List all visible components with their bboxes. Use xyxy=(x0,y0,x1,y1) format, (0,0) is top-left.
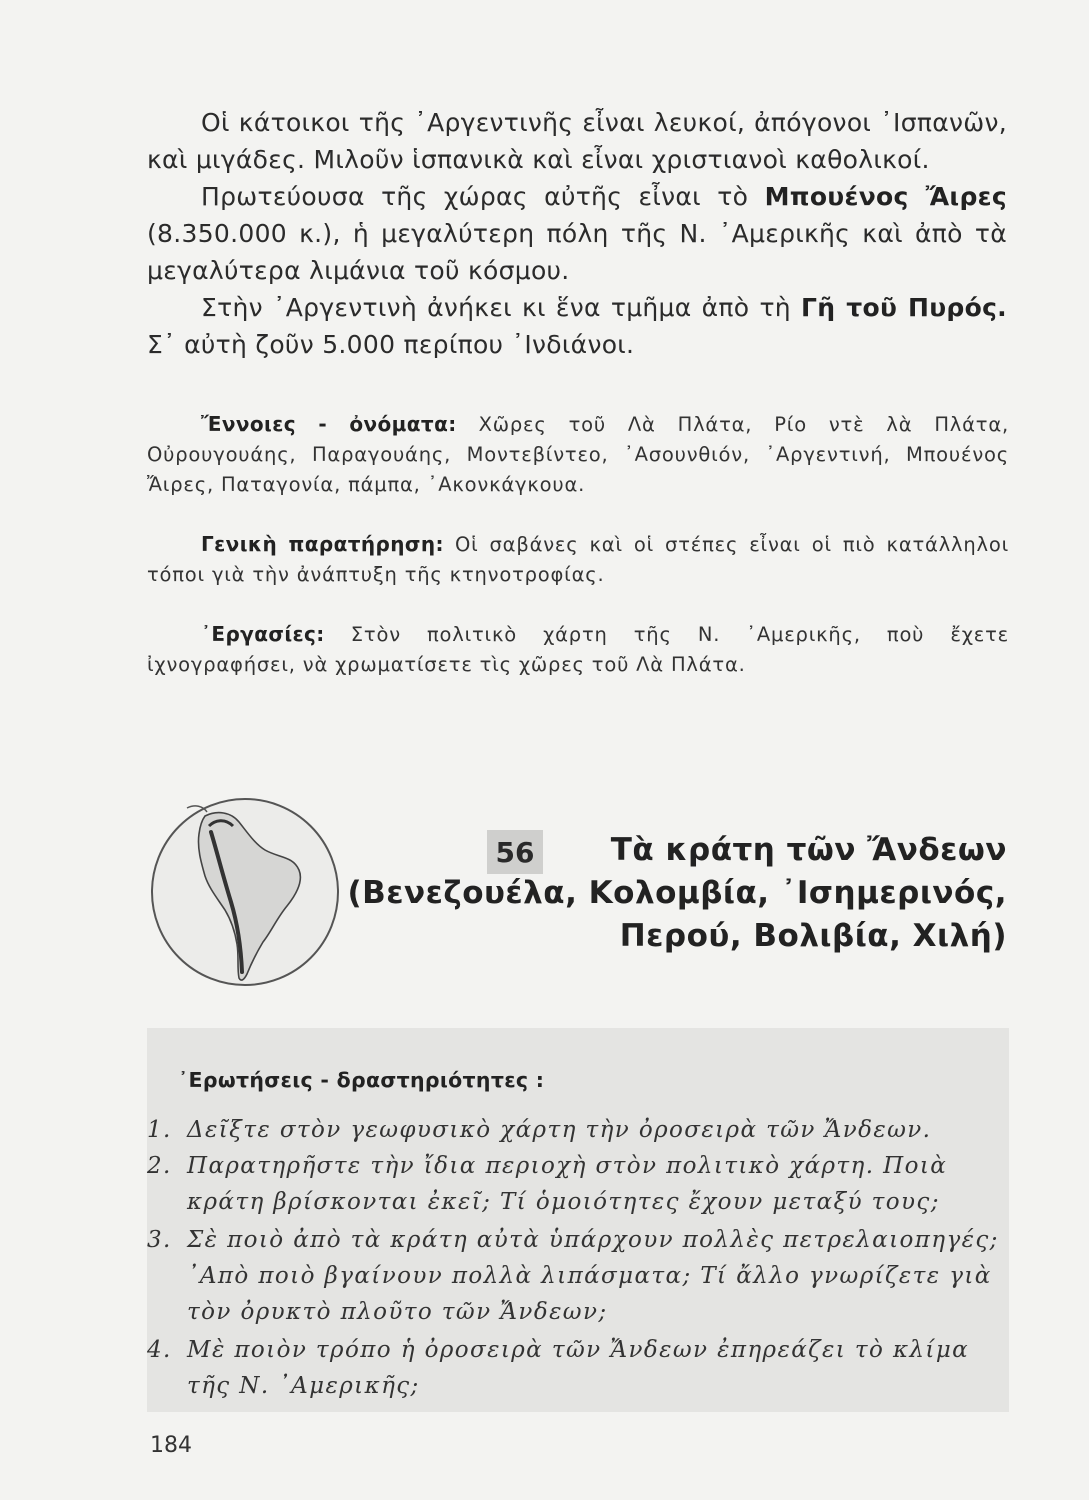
tasks-label: ᾿Εργασίες: xyxy=(201,622,325,646)
question-text: Δεῖξτε στὸν γεωφυσικὸ χάρτη τὴν ὀροσειρὰ τῶν Ἄνδεων. xyxy=(187,1117,932,1143)
question-item xyxy=(147,1332,1009,1404)
tierra-del-fuego-name: Γῆ τοῦ Πυρός. xyxy=(801,293,1007,322)
capital-text-start: Πρωτεύουσα τῆς χώρας αὐτῆς εἶναι τὸ xyxy=(201,182,765,211)
chapter-title-line3: Περού, Βολιβία, Χιλή) xyxy=(619,918,1007,954)
question-text: Παρατηρῆστε τὴν ἴδια περιοχὴ στὸν πολιτικὸ χάρτη. Ποιὰ κράτη βρίσκονται ἐκεῖ; Τί ὁμοιότητες ἔχουν μεταξύ τους; xyxy=(187,1153,948,1215)
tasks-text: Στὸν πολιτικὸ χάρτη τῆς Ν. ᾿Αμερικῆς, ποὺ ἔχετε ἰχνογραφήσει, νὰ χρωματίσετε τὶς χῶρες τοῦ Λὰ Πλάτα. xyxy=(147,623,1009,676)
tierra-text-start: Στὴν ᾿Αργεντινὴ ἀνήκει κι ἕνα τμῆμα ἀπὸ τὴ xyxy=(201,293,802,322)
chapter-title-line2: (Βενεζουέλα, Κολομβία, ᾿Ισημερινός, xyxy=(347,875,1007,911)
question-text: Σὲ ποιὸ ἀπὸ τὰ κράτη αὐτὰ ὑπάρχουν πολλὲς πετρελαιοπηγές; ᾿Απὸ ποιὸ βγαίνουν πολλὰ λιπάσματα; Τί ἄλλο γνωρίζετε γιὰ τὸν ὀρυκτὸ πλοῦτο τῶν Ἄνδεων; xyxy=(187,1227,999,1325)
concepts-label: Ἔννοιες - ὀνόματα: xyxy=(201,412,457,436)
chapter-number: 56 xyxy=(487,830,543,874)
question-item xyxy=(147,1222,1009,1330)
question-item xyxy=(147,1112,1009,1148)
general-label: Γενικὴ παρατήρηση: xyxy=(201,532,444,556)
note-tasks xyxy=(147,619,1009,680)
question-number: 4. xyxy=(147,1337,172,1363)
paragraph-inhabitants xyxy=(147,104,1007,178)
note-concepts xyxy=(147,409,1009,500)
tierra-text-end: Σ᾿ αὐτὴ ζοῦν 5.000 περίπου ᾿Ινδιάνοι. xyxy=(147,330,635,359)
question-number: 1. xyxy=(147,1117,172,1143)
globe-south-america-icon xyxy=(147,792,342,992)
chapter-title-line1: Τὰ κράτη τῶν Ἄνδεων xyxy=(610,832,1007,868)
question-item xyxy=(147,1148,1009,1220)
paragraph-inhabitants-text: Οἱ κάτοικοι τῆς ᾿Αργεντινῆς εἶναι λευκοί, ἀπόγονοι ᾿Ισπανῶν, καὶ μιγάδες. Μιλοῦν ἱσπανικὰ καὶ εἶναι χριστιανοὶ καθολικοί. xyxy=(147,108,1007,174)
capital-text-end: (8.350.000 κ.), ἡ μεγαλύτερη πόλη τῆς Ν. ᾿Αμερικῆς καὶ ἀπὸ τὰ μεγαλύτερα λιμάνια τοῦ κόσμου. xyxy=(147,219,1007,285)
question-number: 3. xyxy=(147,1227,172,1253)
paragraph-tierra-del-fuego xyxy=(147,289,1007,363)
paragraph-capital xyxy=(147,178,1007,289)
capital-name: Μπουένος Ἄιρες xyxy=(764,182,1007,211)
question-text: Μὲ ποιὸν τρόπο ἡ ὀροσειρὰ τῶν Ἄνδεων ἐπηρεάζει τὸ κλίμα τῆς Ν. ᾿Αμερικῆς; xyxy=(187,1337,970,1399)
note-general xyxy=(147,529,1009,590)
page-number: 184 xyxy=(150,1433,192,1458)
general-text: Οἱ σαβάνες καὶ οἱ στέπες εἶναι οἱ πιὸ κατάλληλοι τόποι γιὰ τὴν ἀνάπτυξη τῆς κτηνοτροφίας. xyxy=(147,533,1010,586)
question-number: 2. xyxy=(147,1153,172,1179)
concepts-text: Χῶρες τοῦ Λὰ Πλάτα, Ρίο ντὲ λὰ Πλάτα, Οὐρουγουάης, Παραγουάης, Μοντεβίντεο, ᾿Ασουνθιόν, ᾿Αργεντινή, Μπουένος Ἄιρες, Παταγονία, πάμπα, ᾿Ακονκάγκουα. xyxy=(147,413,1009,496)
questions-heading: ᾿Ερωτήσεις - δραστηριότητες : xyxy=(178,1068,545,1092)
